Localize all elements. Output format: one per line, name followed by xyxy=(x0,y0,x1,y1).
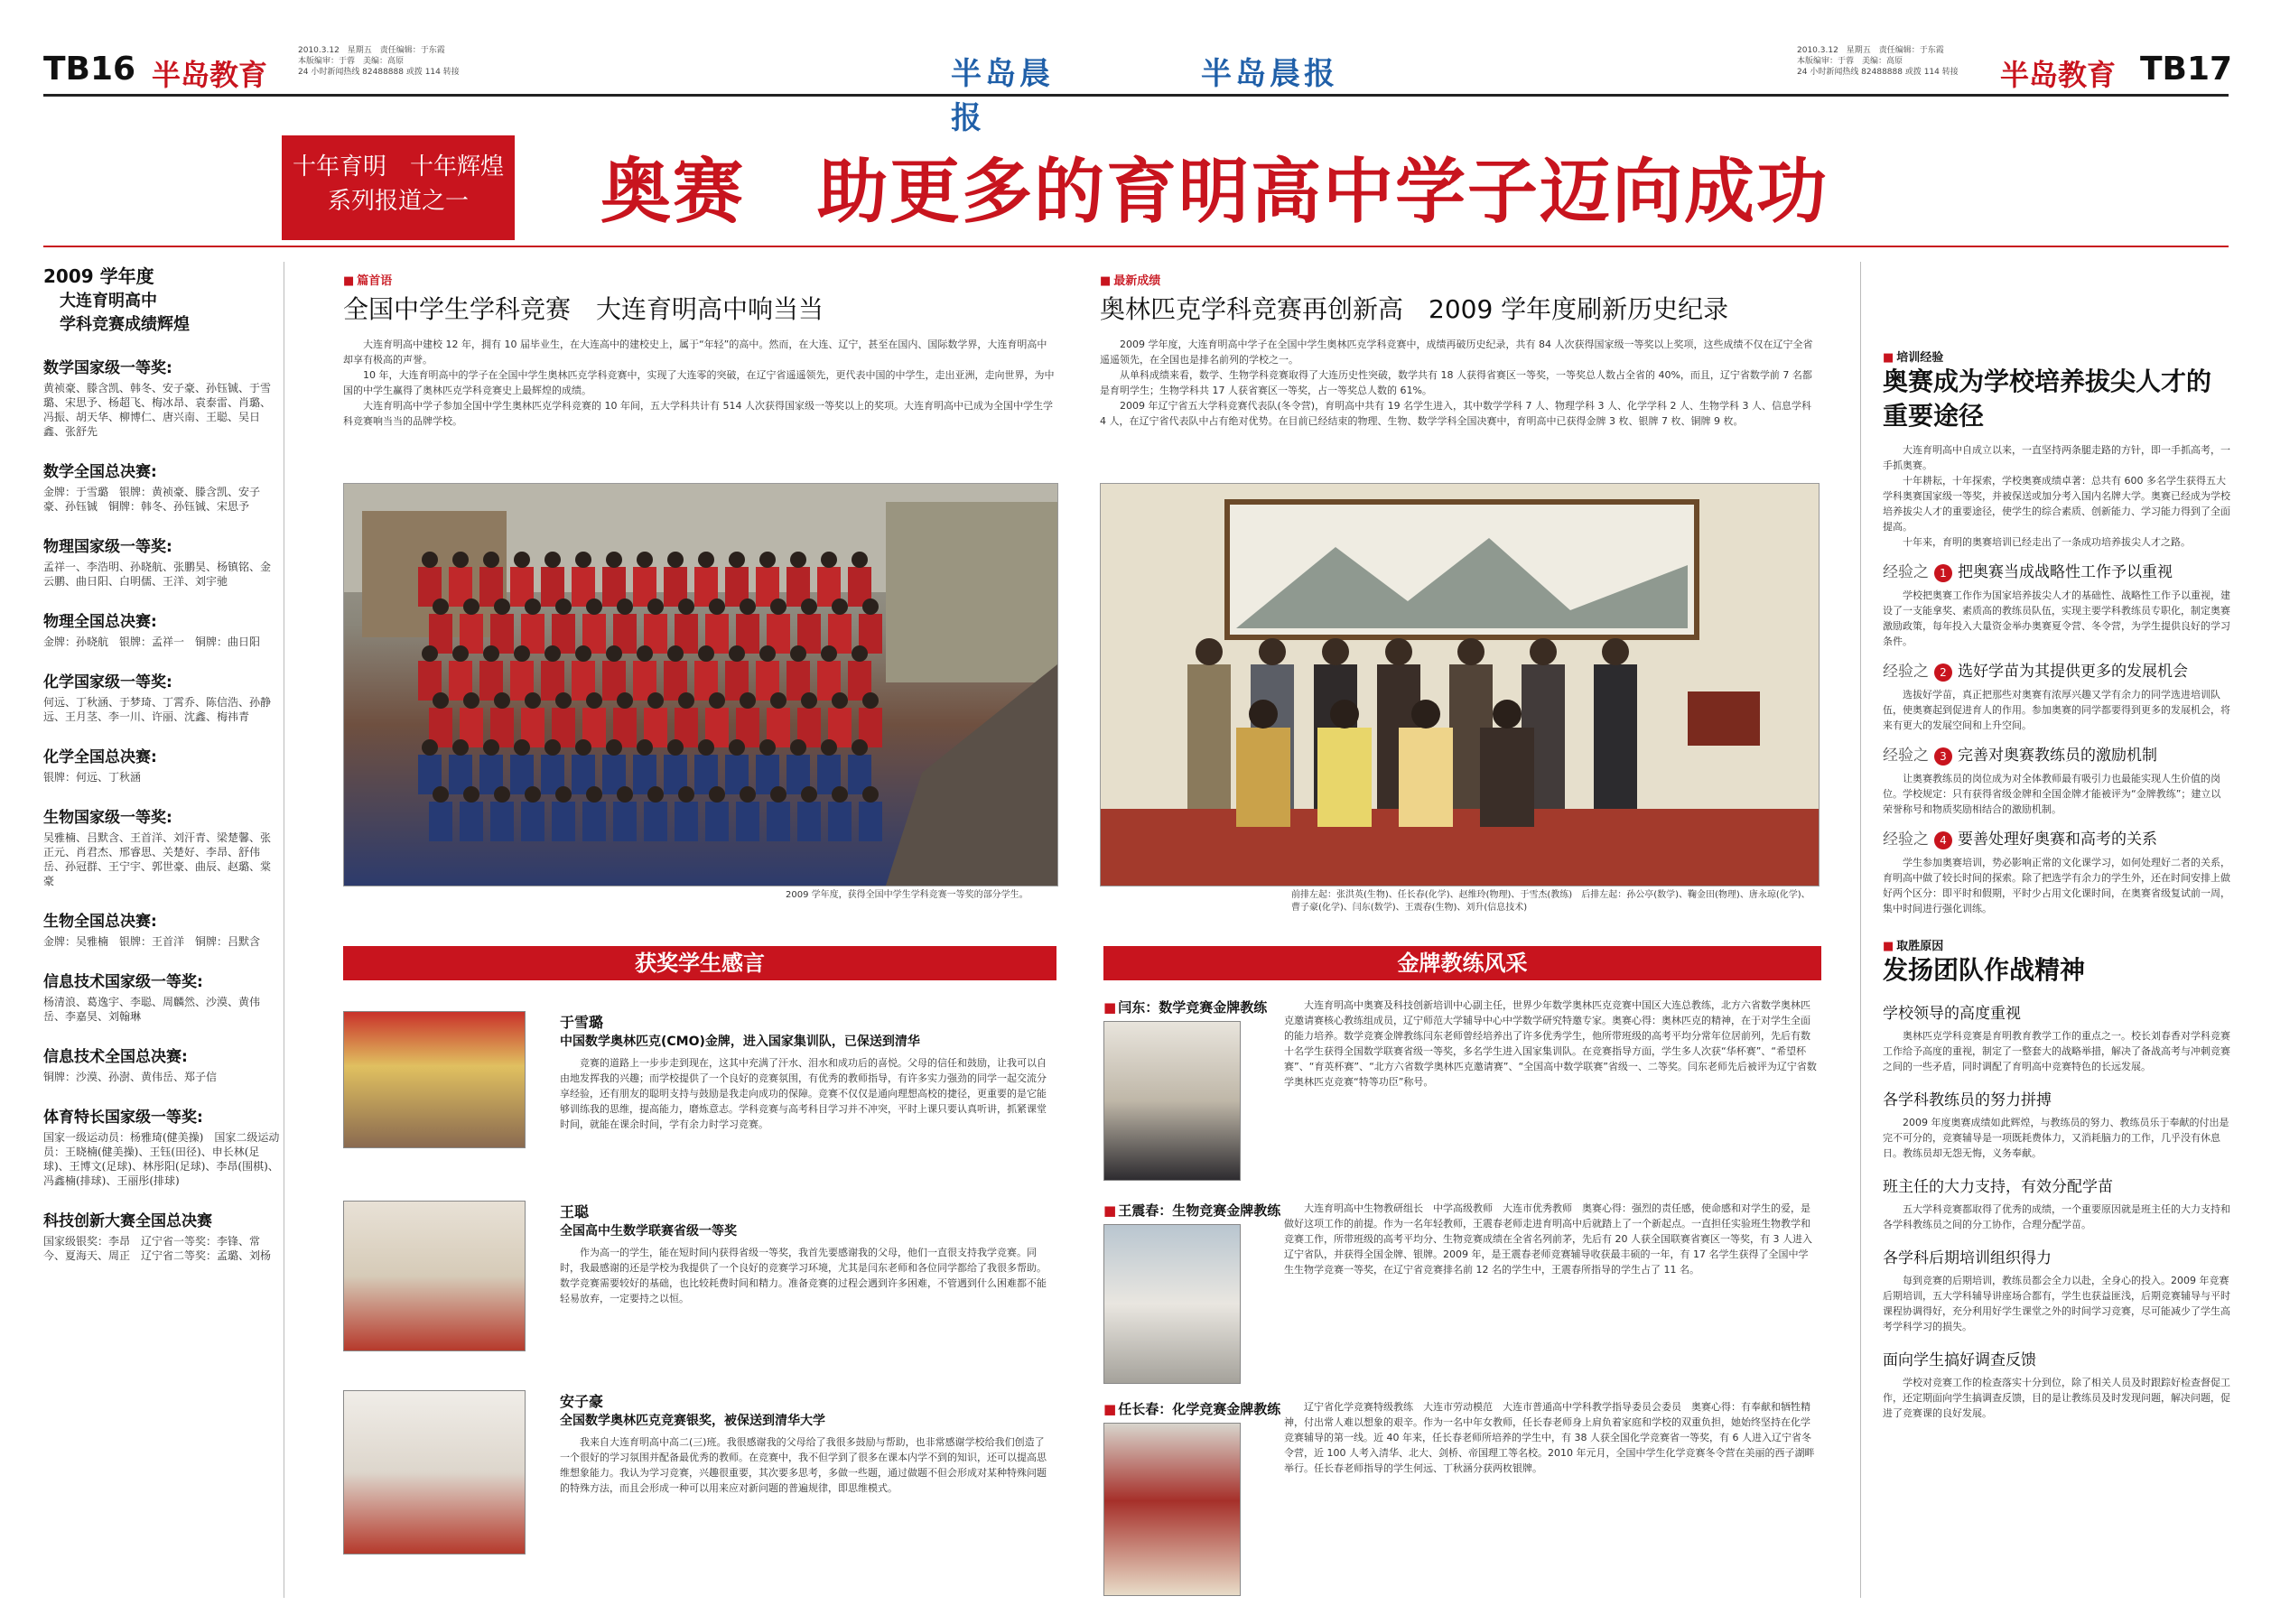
student-figure xyxy=(736,802,759,841)
reason-text: 学校对竞赛工作的检查落实十分到位，除了相关人员及时跟踪好检查督促工作，还定期面向学生搞调查反馈，目的是让教练员及时发现问题，解决问题，促进了竞赛课的良好发展。 xyxy=(1883,1377,2230,1419)
reason-heading: 班主任的大力支持，有效分配学苗 xyxy=(1883,1178,2113,1196)
info-line: 本版编审：于蓉 美编：高原 xyxy=(298,57,405,66)
article-preface xyxy=(343,271,1056,429)
student-head xyxy=(832,786,848,803)
student-head xyxy=(852,739,868,756)
student-head xyxy=(698,645,714,662)
student-head xyxy=(759,645,776,662)
section-bar-coaches: 金牌教练风采 xyxy=(1103,946,1821,980)
student-head xyxy=(729,739,745,756)
reason-text: 每到竞赛的后期培训，教练员都会全力以赴，全身心的投入。2009 年竞赛后期培训，五大学科辅导讲座场合都有，学生也获益匪浅，后期竞赛辅导与平时课程协调得好，充分利用好学生课堂之外的时间学习竞赛，尽可能减少了学生高考学科学习的损失。 xyxy=(1883,1275,2230,1332)
coach-bio: 辽宁省化学竞赛特级教练 大连市劳动模范 大连市普通高中学科教学指导委员会委员 奥赛心得：有奉献和牺牲精神，付出常人难以想象的艰辛。作为一名中年女教师，任长春老师身上肩负着家庭和学校的双重负担，她始终坚持在化学竞赛辅导的第一线。近 40 年来，任长春老师所培养的学生中，有 38 人获全国化学竞赛省一等奖，有 6 人进入辽宁省冬令营，近 100 人考入清华、北大、剑桥、帝国理工等名校。2010 年元月，全国中学生化学竞赛冬令营在美丽的西子湖畔举行。任长春老师指导的学生何远、丁秋涵分获两枚银牌。 xyxy=(1284,1401,1815,1474)
sidebar-section xyxy=(43,1208,280,1263)
article-paragraph: 10 年，大连育明高中的学子在全国中学生奥林匹克学科竞赛中，实现了大连零的突破，在辽宁省遥遥领先，更代表中国的中学生，走出亚洲，走向世界，为中国的中学生赢得了奥林匹克学科竞赛史上最辉煌的成绩。 xyxy=(343,369,1055,396)
reason-heading: 学校领导的高度重视 xyxy=(1883,1005,2021,1023)
student-head xyxy=(709,786,725,803)
student-head xyxy=(463,599,479,615)
student-head xyxy=(790,739,806,756)
left-page-header xyxy=(43,32,1082,136)
right-column xyxy=(1883,348,2230,1602)
article-paragraph: 大连育明高中建校 12 年，拥有 10 届毕业生，在大连高中的建校史上，属于“年轻”的高中。然而，在大连、辽宁，甚至在国内、国际数学界，大连育明高中却享有极高的声誉。 xyxy=(343,339,1047,366)
sidebar-section-heading: 科技创新大赛全国总决赛 xyxy=(43,1212,212,1230)
masthead-right: 半岛晨报 xyxy=(1201,56,1338,92)
student-head xyxy=(452,645,469,662)
student-head xyxy=(667,739,684,756)
article-title: 全国中学生学科竞赛 大连育明高中响当当 xyxy=(343,294,824,324)
student-head xyxy=(555,599,572,615)
reason-list xyxy=(1883,1000,2230,1421)
sidebar-section xyxy=(43,608,280,649)
sidebar-section-heading: 数学全国总决赛: xyxy=(43,463,157,481)
masthead-left: 半岛晨报 xyxy=(951,56,1054,136)
student-head xyxy=(606,739,622,756)
student-head xyxy=(525,786,541,803)
student-head xyxy=(709,692,725,709)
section-bar-students: 获奖学生感言 xyxy=(343,946,1056,980)
student-head xyxy=(698,739,714,756)
student-item xyxy=(343,1201,1056,1381)
info-line: 2010.3.12 星期五 责任编辑：于东霞 xyxy=(298,46,445,55)
student-head xyxy=(852,552,868,568)
experience-tag: 经验之 xyxy=(1883,747,1929,765)
student-head xyxy=(759,739,776,756)
student-figure xyxy=(705,802,729,841)
sidebar-section-names: 金牌：吴雅楠 银牌：王首洋 铜牌：吕默含 xyxy=(43,935,261,948)
student-head xyxy=(790,552,806,568)
coach-head xyxy=(1530,638,1557,665)
student-head xyxy=(463,786,479,803)
student-head xyxy=(821,739,837,756)
sidebar-section-heading: 信息技术国家级一等奖: xyxy=(43,973,203,991)
photo-caption: 前排左起：张洪英(生物)、任长春(化学)、赵维玲(物理)、于雪杰(教练) 后排左起：孙公亭(数学)、鞠金田(物理)、唐永琼(化学)、曹子豪(化学)、闫东(数学)、王震春(生物)、刘升(信息技术) xyxy=(1291,890,1810,913)
student-figure xyxy=(552,802,575,841)
experience-number: 2 xyxy=(1934,664,1952,682)
banner-rule xyxy=(43,246,2229,247)
series-box xyxy=(282,135,515,240)
student-head xyxy=(832,599,848,615)
coach-list xyxy=(1103,998,1821,1602)
student-head xyxy=(606,552,622,568)
experience-heading: 把奥赛当成战略性工作予以重视 xyxy=(1958,563,2173,581)
article-kicker: ■ 最新成绩 xyxy=(1100,271,1818,288)
student-head xyxy=(678,786,694,803)
experience-title xyxy=(1883,559,2230,582)
experience-number: 3 xyxy=(1934,747,1952,766)
right-headline: 发扬团队作战精神 xyxy=(1883,955,2086,985)
coach-photo xyxy=(1103,1224,1241,1384)
sidebar-section xyxy=(43,908,280,949)
student-head xyxy=(422,645,438,662)
sidebar-section-heading: 物理国家级一等奖: xyxy=(43,538,172,556)
student-head xyxy=(483,739,499,756)
experience-list xyxy=(1883,559,2230,916)
student-head xyxy=(647,692,664,709)
student-head xyxy=(555,692,572,709)
page-number-left: TB16 xyxy=(43,51,136,88)
student-head xyxy=(801,599,817,615)
coach-label: ■ 王震春：生物竞赛金牌教练 xyxy=(1103,1201,1821,1220)
right-intro xyxy=(1883,442,2230,550)
student-head xyxy=(433,692,449,709)
coach-item xyxy=(1103,1399,1821,1598)
students-group-photo xyxy=(343,483,1058,886)
student-head xyxy=(759,552,776,568)
reason-heading: 面向学生搞好调查反馈 xyxy=(1883,1351,2036,1369)
sidebar-section-names: 铜牌：沙漠、孙澍、黄伟岳、郑子信 xyxy=(43,1071,218,1083)
student-head xyxy=(637,739,653,756)
student-head xyxy=(422,739,438,756)
student-head xyxy=(832,692,848,709)
student-head xyxy=(575,552,591,568)
reason-text: 2009 年度奥赛成绩如此辉煌，与教练员的努力、教练员乐于奉献的付出是完不可分的，竞赛辅导是一项既耗费体力，又消耗脑力的工作，几乎没有休息日。教练员却无怨无悔，义务奉献。 xyxy=(1883,1117,2229,1159)
sidebar-section-heading: 化学全国总决赛: xyxy=(43,748,157,766)
sidebar-section xyxy=(43,744,280,784)
group-photo-illustration xyxy=(344,484,1057,886)
right-paragraph: 大连育明高中自成立以来，一直坚持两条腿走路的方针，即一手抓高考，一手抓奥赛。 xyxy=(1883,444,2230,471)
sidebar-section xyxy=(43,534,280,589)
student-head xyxy=(617,599,633,615)
student-quote: 作为高一的学生，能在短时间内获得省级一等奖，我首先要感谢我的父母，他们一直很支持我学竞赛。同时，我最感谢的还是学校为我提供了一个良好的竞赛学习环境，尤其是闫东老师和各位同学都给了我很多帮助。数学竞赛需要较好的基础，也比较耗费时间和精力。准备竞赛的过程会遇到许多困难，不管遇到什么困难都不能轻易放弃，一定要持之以恒。 xyxy=(560,1247,1047,1304)
sidebar-section xyxy=(43,804,280,888)
student-figure xyxy=(644,802,667,841)
student-head xyxy=(698,552,714,568)
sidebar-section xyxy=(43,1044,280,1084)
student-head xyxy=(637,552,653,568)
right-paragraph: 十年耕耘，十年探索，学校奥赛成绩卓著：总共有 600 多名学生获得五大学科奥赛国家级一等奖，并被保送或加分考入国内名牌大学。奥赛已经成为学校培养拔尖人才的重要途径，使学生的综合素质、创新能力、学习能力得到了全面提高。 xyxy=(1883,475,2230,533)
right-headline: 奥赛成为学校培养拔尖人才的重要途径 xyxy=(1883,367,2212,431)
student-head xyxy=(514,552,530,568)
coach-head xyxy=(1249,700,1278,728)
page-number-right: TB17 xyxy=(2140,51,2233,88)
reason-item xyxy=(1883,1087,2230,1161)
student-figure xyxy=(767,802,790,841)
experience-text: 选拔好学苗，真正把那些对奥赛有浓厚兴趣又学有余力的同学选进培训队伍，使奥赛起到促进育人的作用。参加奥赛的同学都要得到更多的发展机会，将来有更大的发展空间和上升空间。 xyxy=(1883,689,2230,731)
student-head xyxy=(667,552,684,568)
student-award: 全国高中生数学联赛省级一等奖 xyxy=(560,1224,737,1239)
experience-number: 4 xyxy=(1934,831,1952,849)
sidebar-title xyxy=(43,262,280,335)
experience-item xyxy=(1883,658,2230,733)
student-list xyxy=(343,1011,1056,1589)
student-head xyxy=(514,645,530,662)
edition-info-right xyxy=(1797,45,1959,78)
student-head xyxy=(617,692,633,709)
right-page-header xyxy=(1183,32,2233,97)
student-figure xyxy=(675,802,698,841)
article-latest xyxy=(1100,271,1818,429)
student-photo xyxy=(343,1201,526,1351)
student-head xyxy=(422,552,438,568)
student-head xyxy=(729,645,745,662)
article-paragraph: 从单科成绩来看，数学、生物学科竞赛取得了大连历史性突破，数学共有 18 人获得省赛区一等奖，一等奖总人数占全省的 40%，而且，辽宁省数学前 7 名都是育明学生；生物学科共 17 人获省赛区一等奖，占一等奖总人数的 61%。 xyxy=(1100,369,1812,396)
student-figure xyxy=(613,802,637,841)
student-quote: 我来自大连育明高中高二(三)班。我很感谢我的父母给了我很多鼓励与帮助，也非常感谢学校给我们创造了一个很好的学习氛围并配备最优秀的教师。在竞赛中，我不但学到了很多在课本内学不到的知识，还可以提高思维想象能力。我认为学习竞赛，兴趣很重要，其次要多思考，多做一些题，通过做题不但会形成对某种特殊问题的特殊方法，而且会形成一种可以用来应对新问题的普遍规律，即思维模式。 xyxy=(560,1436,1047,1494)
article-kicker: ■ 篇首语 xyxy=(343,271,1056,288)
reason-heading: 各学科教练员的努力拼搏 xyxy=(1883,1091,2052,1109)
sidebar-section-heading: 物理全国总决赛: xyxy=(43,613,157,631)
reason-heading: 各学科后期培训组织得力 xyxy=(1883,1249,2052,1267)
sidebar-section-names: 国家一级运动员：杨雅琦(健美操) 国家二级运动员：王晓楠(健美操)、王钰(田径)、申长林(足球)、王博文(足球)、林彤阳(足球)、李昂(围棋)、冯鑫楠(排球)、王丽彤(排球) xyxy=(43,1131,280,1187)
coach-head xyxy=(1602,638,1629,665)
coach-bio: 大连育明高中奥赛及科技创新培训中心副主任，世界少年数学奥林匹克竞赛中国区大连总教练，北方六省数学奥林匹克邀请赛核心教练组成员，辽宁师范大学辅导中心中学数学研究特邀专家。奥赛心得：奥林匹克的精神，在于对学生全面的能力培养。数学竞赛金牌教练闫东老师曾经培养出了许多优秀学生，他所带班级的高考平均分常年位居前列，先后有数十名学生获得全国数学联赛省级一等奖，多名学生进入国家集训队。在竞赛指导方面，学生多人次获“华杯赛”、“希望杯赛”、“育英杯赛”、“北方六省数学奥林匹克邀请赛”、“全国高中数学联赛”省级一、二等奖。闫东老师先后被评为辽宁省数学奥林匹克竞赛“特等功臣”称号。 xyxy=(1284,999,1817,1088)
article-title: 奥林匹克学科竞赛再创新高 2009 学年度刷新历史纪录 xyxy=(1100,294,1729,324)
student-head xyxy=(862,692,879,709)
sidebar-section xyxy=(43,669,280,724)
student-figure xyxy=(460,802,483,841)
student-head xyxy=(801,692,817,709)
student-head xyxy=(452,739,469,756)
sidebar-title-line: 学科竞赛成绩辉煌 xyxy=(60,315,190,334)
sidebar-section-names: 国家级银奖：李昂 辽宁省一等奖：李锋、常今、夏海天、周正 辽宁省二等奖：孟璐、刘杨 xyxy=(43,1235,272,1262)
coach-head xyxy=(1411,700,1440,728)
info-line: 24 小时新闻热线 82488888 或拨 114 转接 xyxy=(1797,68,1959,77)
sidebar-section-names: 杨清浪、葛逸宇、李聪、周麟然、沙漠、黄伟岳、李嘉昊、刘翰琳 xyxy=(43,996,261,1023)
coach-head xyxy=(1457,638,1485,665)
experience-text: 学校把奥赛工作作为国家培养拔尖人才的基础性、战略性工作予以重视，建设了一支能拿奖、素质高的教练员队伍，实现主要学科教练员专职化，制定奥赛激励政策，每年投入大量资金举办奥赛夏令营、冬令营，为学生提供良好的学习条件。 xyxy=(1883,589,2230,647)
experience-heading: 完善对奥赛教练员的激励机制 xyxy=(1958,747,2157,765)
student-head xyxy=(740,692,756,709)
sidebar-section-heading: 数学国家级一等奖: xyxy=(43,359,172,377)
student-head xyxy=(862,599,879,615)
results-sidebar xyxy=(43,262,280,1263)
student-photo xyxy=(343,1011,526,1148)
coach-head xyxy=(1259,638,1286,665)
student-head xyxy=(494,692,510,709)
student-head xyxy=(821,645,837,662)
coach-label: ■ 任长春：化学竞赛金牌教练 xyxy=(1103,1399,1821,1418)
student-head xyxy=(586,692,602,709)
sidebar-sections xyxy=(43,355,280,1263)
student-head xyxy=(463,692,479,709)
student-head xyxy=(483,552,499,568)
coaches-group-photo xyxy=(1100,483,1820,886)
experience-number: 1 xyxy=(1934,564,1952,582)
edition-info-left xyxy=(298,45,460,78)
student-award: 中国数学奥林匹克(CMO)金牌，进入国家集训队，已保送到清华 xyxy=(560,1035,920,1049)
student-head xyxy=(483,645,499,662)
student-head xyxy=(862,786,879,803)
article-paragraph: 2009 年辽宁省五大学科竞赛代表队(冬令营)，育明高中共有 19 名学生进入，其中数学学科 7 人、物理学科 3 人、化学学科 2 人、生物学科 3 人、信息学科 4 人，在辽宁省代表队中占有绝对优势。在目前已经结束的物理、生物、数学学科全国决赛中，育明高中已获得金牌 3 枚、银牌 7 枚、铜牌 9 枚。 xyxy=(1100,400,1812,427)
student-figure xyxy=(429,802,452,841)
coach-figure xyxy=(1317,728,1372,827)
right-paragraph: 十年来，育明的奥赛培训已经走出了一条成功培养拔尖人才之路。 xyxy=(1903,536,2191,548)
sidebar-section-heading: 生物全国总决赛: xyxy=(43,913,157,931)
student-head xyxy=(575,645,591,662)
experience-item xyxy=(1883,742,2230,817)
reason-item xyxy=(1883,1245,2230,1334)
coach-figure xyxy=(1480,728,1534,827)
experience-tag: 经验之 xyxy=(1883,563,1929,581)
student-head xyxy=(617,786,633,803)
reason-text: 奥林匹克学科竞赛是育明教育教学工作的重点之一。校长刘春香对学科竞赛工作给予高度的重视，制定了一整套大的战略举措，解决了备战高考与冲刺竞赛之间的一些矛盾，同时调配了育明高中竞赛特色的长远发展。 xyxy=(1883,1030,2230,1072)
student-head xyxy=(575,739,591,756)
student-head xyxy=(544,552,561,568)
coach-head xyxy=(1330,700,1359,728)
sidebar-title-line: 2009 学年度 xyxy=(43,265,154,287)
experience-heading: 选好学苗为其提供更多的发展机会 xyxy=(1958,663,2188,681)
student-name: 于雪璐 xyxy=(560,1014,604,1031)
coach-head xyxy=(1322,638,1349,665)
student-head xyxy=(790,645,806,662)
coach-head xyxy=(1196,638,1223,665)
sidebar-section-names: 黄祯豪、滕含凯、韩冬、安子豪、孙钰铖、于雪璐、宋思予、杨超飞、梅冰昂、袁泰雷、肖璐、冯振、胡天华、柳博仁、唐兴南、王聪、吴日鑫、张舒先 xyxy=(43,382,272,438)
coach-photo xyxy=(1103,1423,1241,1596)
student-award: 全国数学奥林匹克竞赛银奖，被保送到清华大学 xyxy=(560,1414,825,1428)
student-head xyxy=(452,552,469,568)
reason-text: 五大学科竞赛都取得了优秀的成绩，一个重要原因就是班主任的大力支持和各学科教练员之间的分工协作，合理分配学苗。 xyxy=(1883,1203,2230,1230)
experience-text: 学生参加奥赛培训，势必影响正常的文化课学习，如何处理好二者的关系，育明高中做了较长时间的探索。除了把选学有余力的学生外，还在时间安排上做好两个区分：即平时和假期，平时少占用文化课时间，在奥赛省级复试前一周，集中时间进行强化训练。 xyxy=(1883,857,2230,914)
student-head xyxy=(709,599,725,615)
student-head xyxy=(647,786,664,803)
photo-caption: 2009 学年度，获得全国中学生学科竞赛一等奖的部分学生。 xyxy=(786,890,1028,900)
student-head xyxy=(525,692,541,709)
student-head xyxy=(647,599,664,615)
sidebar-section-names: 金牌：于雪璐 银牌：黄祯豪、滕含凯、安子豪、孙钰铖 铜牌：韩冬、孙钰铖、宋思予 xyxy=(43,486,261,513)
student-head xyxy=(586,786,602,803)
coach-figure xyxy=(1399,728,1453,827)
right-kicker: ■ 取胜原因 xyxy=(1883,936,2230,953)
experience-title xyxy=(1883,658,2230,682)
reason-item xyxy=(1883,1347,2230,1421)
main-headline: 奥赛 助更多的育明高中学子迈向成功 xyxy=(600,152,1829,233)
series-line: 系列报道之一 xyxy=(327,188,469,215)
student-head xyxy=(637,645,653,662)
right-kicker: ■ 培训经验 xyxy=(1883,348,2230,365)
sidebar-section xyxy=(43,969,280,1024)
student-head xyxy=(740,786,756,803)
section-name-left: 半岛教育 xyxy=(152,58,268,92)
coach-figure xyxy=(1187,664,1231,809)
header-rule xyxy=(43,94,2229,97)
sidebar-section-names: 银牌：何远、丁秋涵 xyxy=(43,771,142,784)
coach-figure xyxy=(1236,728,1290,827)
sidebar-section-names: 何远、丁秋涵、于梦琦、丁霄乔、陈信浩、孙静远、王月茎、李一川、许丽、沈鑫、梅祎青 xyxy=(43,696,272,723)
section-name-right: 半岛教育 xyxy=(2000,58,2117,92)
sidebar-section xyxy=(43,355,280,439)
student-head xyxy=(525,599,541,615)
student-head xyxy=(586,599,602,615)
student-head xyxy=(555,786,572,803)
sidebar-section-heading: 信息技术全国总决赛: xyxy=(43,1048,188,1066)
student-quote: 竞赛的道路上一步步走到现在，这其中充满了汗水、泪水和成功后的喜悦。父母的信任和鼓励，让我可以自由地发挥我的兴趣；而学校提供了一个良好的竞赛氛围，有优秀的教师指导，有许多实力强劲的同学一起交流分享经验，还有朋友的聪明支持与鼓励是我走向成功的保障。竞赛不仅仅是通向理想高校的捷径，更重要的是它能够训练我的思维，提高能力，磨炼意志。学科竞赛与高考科目学习并不冲突，平时上课只要认真听讲，抓紧课堂时间，就能在课余时间，学有余力时学习竞赛。 xyxy=(560,1057,1047,1130)
student-head xyxy=(821,552,837,568)
sidebar-section xyxy=(43,459,280,514)
info-line: 2010.3.12 星期五 责任编辑：于东霞 xyxy=(1797,46,1944,55)
coach-item xyxy=(1103,1201,1821,1390)
sidebar-section-names: 金牌：孙晓航 银牌：孟祥一 铜牌：曲日阳 xyxy=(43,636,261,648)
coaches-photo-illustration xyxy=(1101,484,1819,886)
column-divider xyxy=(1860,262,1861,1598)
student-head xyxy=(514,739,530,756)
sidebar-section xyxy=(43,1104,280,1188)
student-name: 安子豪 xyxy=(560,1393,604,1410)
student-head xyxy=(770,692,786,709)
coach-label: ■ 闫东：数学竞赛金牌教练 xyxy=(1103,998,1821,1016)
experience-text: 让奥赛教练员的岗位成为对全体教师最有吸引力也最能实现人生价值的岗位。学校规定：只有获得省级金牌和全国金牌才能被评为“金牌教练”；建立以荣誉称号和物质奖励相结合的激励机制。 xyxy=(1883,773,2221,815)
student-head xyxy=(740,599,756,615)
experience-title xyxy=(1883,742,2230,766)
student-head xyxy=(494,599,510,615)
coach-bio: 大连育明高中生物教研组长 中学高级教师 大连市优秀教师 奥赛心得：强烈的责任感，使命感和对学生的爱，是做好这项工作的前提。作为一名年轻教师，王震春老师走进育明高中后就踏上了一个新起点。一直担任实验班生物教学和竞赛工作，所带班级的高考平均分、生物竞赛成绩在全省名列前茅，先后有 20 人获全国联赛省赛区一等奖，有 3 人进入辽宁省队，并获得全国金牌、银牌。2009 年，是王震春老师竞赛辅导收获最丰硕的一年，有 17 名学生获得了全国中学生生物学竞赛一等奖，在辽宁省竞赛排名前 12 名的学生中，王震春所指导的学生占了 11 名。 xyxy=(1284,1202,1812,1276)
student-head xyxy=(729,552,745,568)
experience-item xyxy=(1883,826,2230,916)
experience-title xyxy=(1883,826,2230,849)
student-head xyxy=(770,599,786,615)
student-head xyxy=(801,786,817,803)
student-figure xyxy=(859,802,882,841)
article-paragraph: 大连育明高中学子参加全国中学生奥林匹克学科竞赛的 10 年间，五大学科共计有 514 人次获得国家级一等奖以上的奖项。大连育明高中已成为全国中学生学科竞赛响当当的品牌学校。 xyxy=(343,400,1053,427)
coach-photo xyxy=(1103,1021,1241,1181)
student-name: 王聪 xyxy=(560,1203,590,1220)
student-head xyxy=(433,786,449,803)
student-head xyxy=(678,599,694,615)
student-head xyxy=(606,645,622,662)
student-figure xyxy=(582,802,606,841)
coach-head xyxy=(1385,638,1412,665)
student-head xyxy=(852,645,868,662)
sidebar-title-line: 大连育明高中 xyxy=(60,292,157,311)
student-figure xyxy=(521,802,544,841)
student-head xyxy=(544,645,561,662)
sidebar-section-names: 吴雅楠、吕默含、王首洋、刘汗青、梁楚馨、张正元、肖君杰、邢睿思、关楚好、李昂、舒伟岳、孙冠群、王宁宇、郭世豪、曲辰、赵璐、棠豪 xyxy=(43,831,272,887)
reason-item xyxy=(1883,1174,2230,1232)
reason-item xyxy=(1883,1000,2230,1074)
coach-head xyxy=(1493,700,1522,728)
student-head xyxy=(667,645,684,662)
experience-tag: 经验之 xyxy=(1883,663,1929,681)
student-figure xyxy=(797,802,821,841)
sidebar-section-heading: 体育特长国家级一等奖: xyxy=(43,1109,203,1127)
student-item xyxy=(343,1390,1056,1589)
student-figure xyxy=(490,802,514,841)
student-item xyxy=(343,1011,1056,1192)
sidebar-section-heading: 生物国家级一等奖: xyxy=(43,809,172,827)
experience-tag: 经验之 xyxy=(1883,831,1929,849)
series-line: 十年育明 十年辉煌 xyxy=(292,153,504,181)
student-head xyxy=(433,599,449,615)
student-head xyxy=(770,786,786,803)
student-photo xyxy=(343,1390,526,1554)
experience-item xyxy=(1883,559,2230,649)
sidebar-section-names: 孟祥一、李浩明、孙晓航、张鹏昊、杨镇铭、金云鹏、曲日阳、白明儒、王洋、刘宇驰 xyxy=(43,561,272,588)
student-head xyxy=(544,739,561,756)
student-head xyxy=(494,786,510,803)
student-figure xyxy=(828,802,852,841)
info-line: 本版编审：于蓉 美编：高原 xyxy=(1797,57,1903,66)
article-paragraph: 2009 学年度，大连育明高中学子在全国中学生奥林匹克学科竞赛中，成绩再破历史纪录，共有 84 人次获得国家级一等奖以上奖项，这些成绩不仅在辽宁全省遥遥领先，在全国也是排名前列的学校之一。 xyxy=(1100,339,1813,366)
coach-figure xyxy=(1594,664,1637,809)
coach-item xyxy=(1103,998,1821,1192)
info-line: 24 小时新闻热线 82488888 或拨 114 转接 xyxy=(298,68,460,77)
student-head xyxy=(678,692,694,709)
experience-heading: 要善处理好奥赛和高考的关系 xyxy=(1958,831,2157,849)
sidebar-section-heading: 化学国家级一等奖: xyxy=(43,673,172,691)
